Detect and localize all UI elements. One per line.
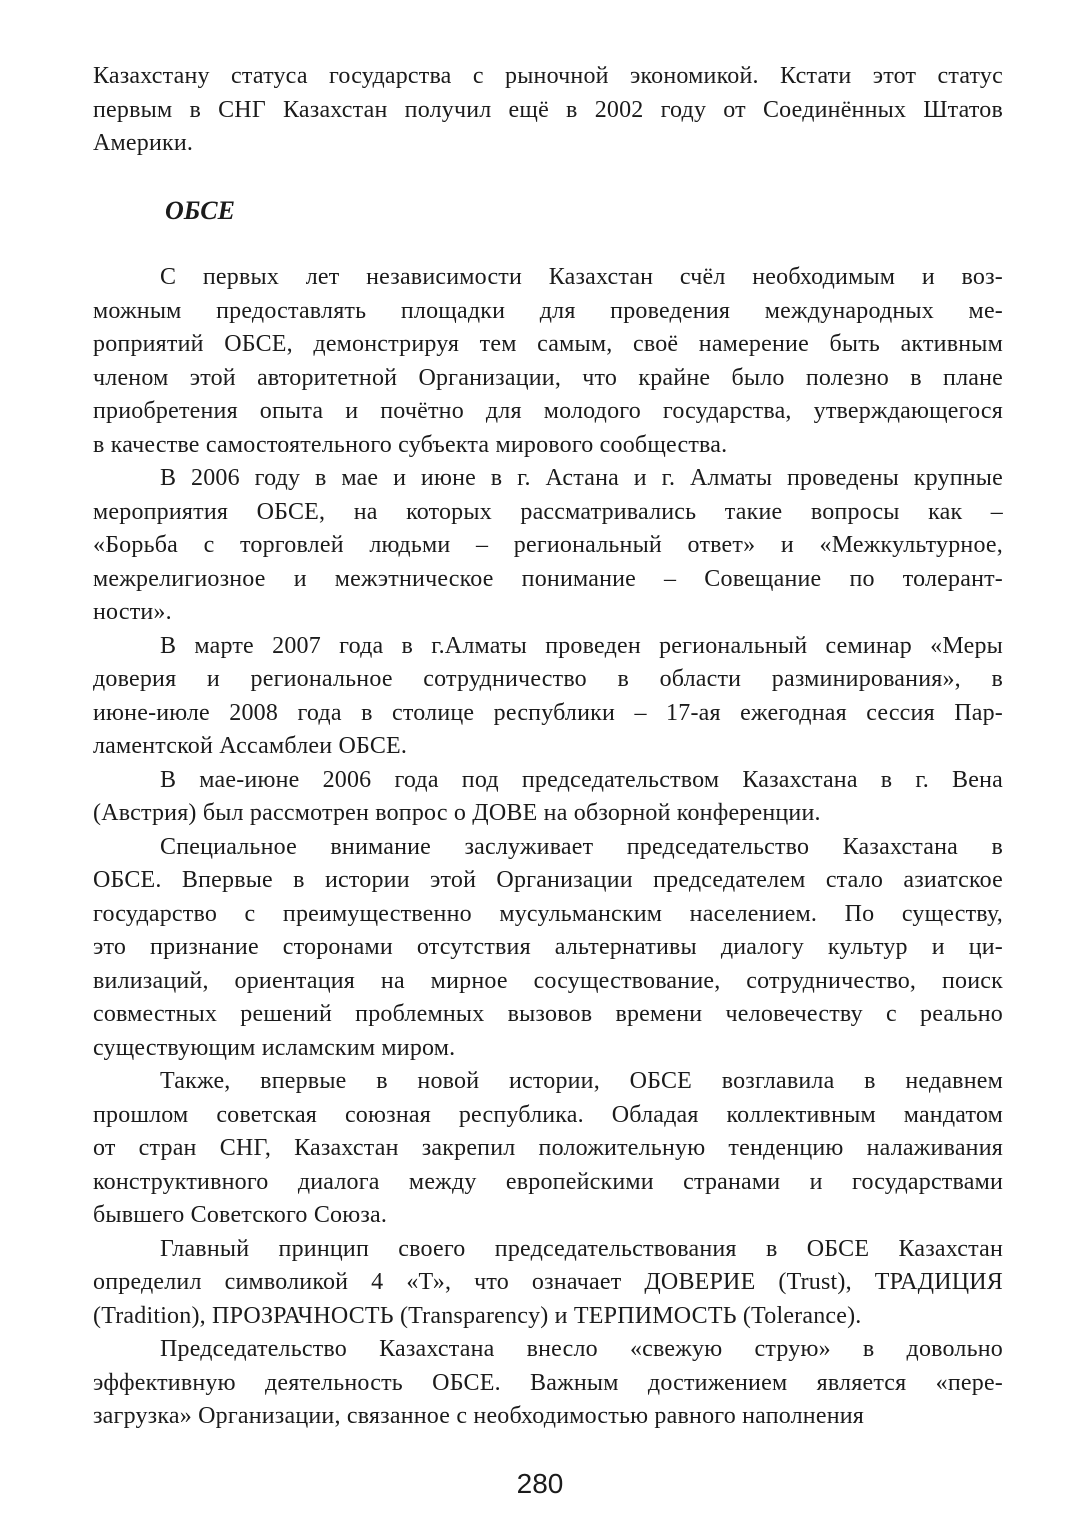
text-line: июне-июле 2008 года в столице республики – 17-ая ежегодная сессия Пар-: [93, 699, 1003, 726]
paragraph: [93, 831, 1003, 1066]
text-line: эффективную деятельность ОБСЕ. Важным достижением является «пере-: [93, 1369, 1003, 1396]
text-line: В мае-июне 2006 года под председательством Казахстана в г. Вена: [160, 766, 1003, 793]
text-line: вилизаций, ориентация на мирное сосуществование, сотрудничество, поиск: [93, 967, 1003, 994]
text-line: (Австрия) был рассмотрен вопрос о ДОВЕ на обзорной конференции.: [93, 800, 821, 826]
text-line: межрелигиозное и межэтническое понимание – Совещание по толерант-: [93, 565, 1003, 592]
text-line: бывшего Советского Союза.: [93, 1202, 388, 1228]
text-line: приобретения опыта и почётно для молодого государства, утверждающегося: [93, 398, 1003, 424]
section-heading: ОБСЕ: [165, 196, 235, 225]
text-column: [93, 60, 1003, 1434]
paragraph: [93, 1333, 1003, 1434]
paragraph: [93, 261, 1003, 462]
text-line: можным предоставлять площадки для проведения международных ме-: [93, 297, 1003, 324]
text-line: мероприятия ОБСЕ, на которых рассматривались такие вопросы как –: [93, 498, 1003, 525]
text-line: Главный принцип своего председательствования в ОБСЕ Казахстан: [160, 1235, 1003, 1262]
text-line: ности».: [93, 599, 172, 625]
paragraph: [93, 764, 1003, 831]
text-line: первым в СНГ Казахстан получил ещё в 2002 году от Соединённых Штатов: [93, 96, 1003, 123]
paragraph: [93, 60, 1003, 161]
text-line: Специальное внимание заслуживает председательство Казахстана в: [160, 833, 1003, 860]
text-line: в качестве самостоятельного субъекта мирового сообщества.: [93, 431, 728, 458]
text-line: доверия и региональное сотрудничество в области разминирования», в: [93, 666, 1003, 692]
text-line: загрузка» Организации, связанное с необходимостью равного наполнения: [93, 1403, 865, 1429]
text-line: конструктивного диалога между европейскими странами и государствами: [93, 1168, 1003, 1195]
text-line: В 2006 году в мае и июне в г. Астана и г. Алматы проведены крупные: [160, 465, 1003, 491]
text-line: определил символикой 4 «Т», что означает ДОВЕРИЕ (Trust), ТРАДИЦИЯ: [93, 1269, 1003, 1295]
text-line: государство с преимущественно мусульманским населением. По существу,: [93, 900, 1003, 927]
text-line: роприятий ОБСЕ, демонстрируя тем самым, своё намерение быть активным: [93, 331, 1003, 357]
text-line: Америки.: [93, 130, 194, 156]
text-line: совместных решений проблемных вызовов времени человечеству с реально: [93, 1001, 1003, 1027]
text-line: ОБСЕ. Впервые в истории этой Организации председателем стало азиатское: [93, 867, 1003, 893]
text-line: (Tradition), ПРОЗРАЧНОСТЬ (Transparency) и ТЕРПИМОСТЬ (Tolerance).: [93, 1302, 862, 1329]
page-number: 280: [516, 1468, 564, 1499]
paragraph: [93, 462, 1003, 630]
paragraph: [93, 630, 1003, 764]
text-line: прошлом советская союзная республика. Обладая коллективным мандатом: [93, 1101, 1003, 1128]
text-line: от стран СНГ, Казахстан закрепил положительную тенденцию налаживания: [93, 1135, 1003, 1161]
text-line: В марте 2007 года в г.Алматы проведен региональный семинар «Меры: [160, 632, 1003, 659]
text-line: ламентской Ассамблеи ОБСЕ.: [93, 733, 408, 759]
paragraph: [93, 1233, 1003, 1334]
text-line: Председательство Казахстана внесло «свежую струю» в довольно: [160, 1336, 1003, 1362]
text-line: С первых лет независимости Казахстан счёл необходимым и воз-: [160, 264, 1003, 290]
text-line: это признание сторонами отсутствия альтернативы диалогу культур и ци-: [93, 934, 1003, 960]
text-line: членом этой авторитетной Организации, что крайне было полезно в плане: [93, 364, 1003, 391]
text-line: «Борьба с торговлей людьми – региональный ответ» и «Межкультурное,: [93, 532, 1003, 558]
text-line: Также, впервые в новой истории, ОБСЕ возглавила в недавнем: [160, 1068, 1003, 1094]
text-line: существующим исламским миром.: [93, 1034, 456, 1061]
text-line: Казахстану статуса государства с рыночной экономикой. Кстати этот статус: [93, 63, 1003, 89]
paragraph: [93, 1065, 1003, 1233]
